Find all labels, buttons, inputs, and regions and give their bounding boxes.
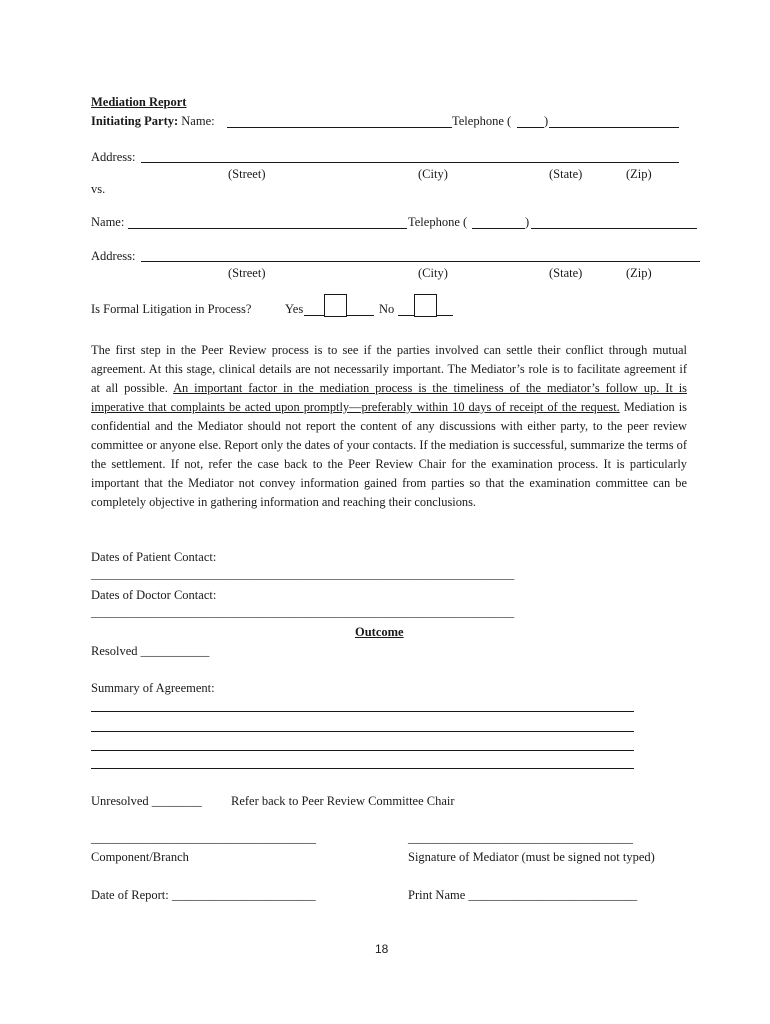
telephone-label: Telephone ( [452,114,512,128]
party2-telephone-label: Telephone ( [408,215,468,229]
summary-label: Summary of Agreement: [91,681,215,695]
name-label: Name: [181,114,215,128]
doctor-contact-label: Dates of Doctor Contact: [91,588,217,602]
party2-area-code-field[interactable] [472,228,525,229]
summary-line-2[interactable] [91,731,634,732]
page-number: 18 [375,942,389,956]
address-label: Address: [91,150,136,164]
yes-checkbox[interactable] [324,294,347,317]
date-of-report-field[interactable]: Date of Report: _______________________ [91,888,316,902]
initiating-address-field[interactable] [141,162,679,163]
paragraph-part1: The first step in the Peer Review process is to see if the parties involved can settle their conflict through mutual agreement. At this stage, clinical details are not necessarily important. The Mediator’s role is to facilitate agreement if at all possible. [91,343,687,395]
instructions-paragraph [91,341,687,512]
no-label: No [379,302,395,316]
paragraph-underlined: An important factor in the mediation process is the timeliness of the mediator’s follow up. It is imperative that complaints be acted upon promptly—preferably within 10 days of receipt of the request. [91,381,687,414]
party2-telephone-close: ) [525,215,530,229]
state-caption: (State) [549,266,583,280]
zip-caption: (Zip) [626,167,652,181]
patient-contact-label: Dates of Patient Contact: [91,550,217,564]
outcome-title: Outcome [355,625,404,639]
initiating-name-field[interactable] [227,127,452,128]
patient-contact-field[interactable]: _________________________________________________________________________ [91,568,515,581]
party2-name-field[interactable] [128,228,407,229]
initiating-party-row [91,114,215,129]
party2-address-label: Address: [91,249,136,263]
telephone-close: ) [544,114,549,128]
summary-line-4[interactable] [91,768,634,769]
no-checkbox[interactable] [414,294,437,317]
paragraph-part2: Mediation is confidential and the Mediator should not report the content of any discussions with either party, to the peer review committee or anyone else. Report only the dates of your contacts. If the mediation is successful, summarize the terms of the settlement. If not, refer the case back to the Peer Review Chair for the examination process. It is particularly important that the Mediator not convey information gained from parties so that the examination committee can be completely objective in gathering information and reaching their conclusions. [91,400,687,509]
yes-label: Yes [285,302,304,316]
unresolved-field[interactable]: Unresolved ________ [91,794,202,808]
print-name-field[interactable]: Print Name ___________________________ [408,888,638,902]
vs-text: vs. [91,182,106,196]
party2-telephone-field[interactable] [531,228,697,229]
litigation-question: Is Formal Litigation in Process? [91,302,252,316]
signature-line[interactable]: ____________________________________ [408,831,633,845]
summary-line-1[interactable] [91,711,634,712]
doctor-contact-field[interactable]: _________________________________________________________________________ [91,606,515,619]
initiating-area-code-field[interactable] [517,127,544,128]
initiating-party-label: Initiating Party: [91,114,179,128]
report-title: Mediation Report [91,95,187,109]
summary-line-3[interactable] [91,750,634,751]
street-caption: (Street) [228,266,266,280]
resolved-field[interactable]: Resolved ___________ [91,644,210,658]
signature-mediator-label: Signature of Mediator (must be signed not typed) [408,850,655,864]
party2-name-label: Name: [91,215,125,229]
city-caption: (City) [418,266,448,280]
component-branch-label: Component/Branch [91,850,189,864]
street-caption: (Street) [228,167,266,181]
state-caption: (State) [549,167,583,181]
component-branch-line[interactable]: ____________________________________ [91,831,316,845]
zip-caption: (Zip) [626,266,652,280]
initiating-telephone-field[interactable] [549,127,679,128]
party2-address-field[interactable] [141,261,700,262]
city-caption: (City) [418,167,448,181]
refer-back-text: Refer back to Peer Review Committee Chair [231,794,455,808]
